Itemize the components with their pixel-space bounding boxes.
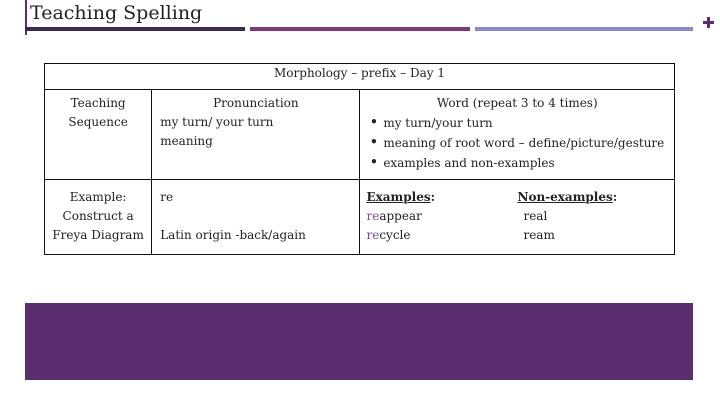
title-rule-1: [25, 27, 245, 31]
title-rule-3: [475, 27, 693, 31]
list-item: real: [523, 209, 548, 223]
list-item: • meaning of root word – define/picture/gesture: [369, 133, 674, 153]
col-head-word: Word (repeat 3 to 4 times): [360, 90, 675, 114]
table-header-row: [45, 64, 675, 90]
title-rule-2: [250, 27, 470, 31]
table-header: Morphology – prefix – Day 1: [45, 64, 675, 90]
list-item: • examples and non-examples: [369, 153, 674, 173]
table-row-sequence: [45, 90, 675, 114]
list-item: • my turn/your turn: [369, 113, 674, 133]
col-head-pronunciation: Pronunciation: [152, 90, 360, 114]
list-item: recycle: [366, 228, 411, 242]
nonexamples-column: Non-examples: real ream: [511, 188, 617, 245]
lesson-table: [44, 63, 675, 255]
word-sequence: [360, 113, 675, 180]
row-label-sequence: Teaching Sequence: [45, 90, 152, 180]
examples-column: Examples: reappear recycle: [366, 188, 511, 245]
sequence-bullet-list: [360, 113, 674, 173]
examples-heading: Examples: [366, 190, 431, 204]
word-example: [360, 180, 675, 255]
list-item: reappear: [366, 209, 422, 223]
pron-example: re Latin origin -back/again: [152, 180, 360, 255]
list-item: ream: [523, 228, 555, 242]
row-label-example: Example: Construct a Freya Diagram: [45, 180, 152, 255]
plus-icon: [703, 17, 714, 28]
page-title: Teaching Spelling: [30, 2, 203, 24]
pron-sequence: my turn/ your turn meaning: [152, 113, 360, 180]
nonexamples-heading: Non-examples: [517, 190, 613, 204]
footer-band: [25, 303, 693, 380]
table-row-example: [45, 180, 675, 255]
